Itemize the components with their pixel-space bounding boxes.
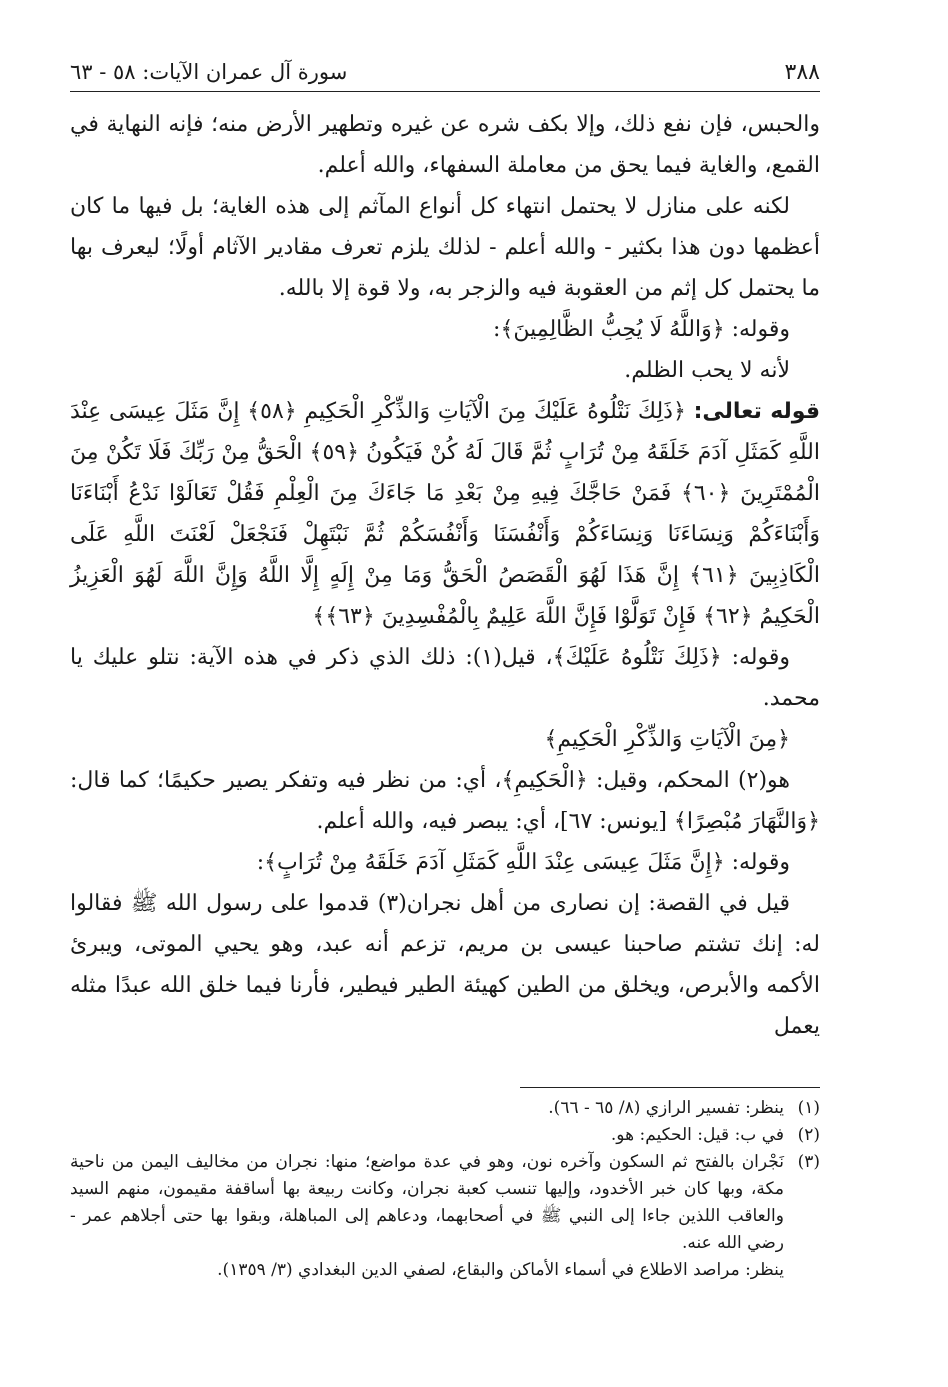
footnote-text: ينظر: تفسير الرازي (٨/ ٦٥ - ٦٦). (548, 1098, 784, 1118)
footnotes (70, 1087, 820, 1284)
paragraph: وقوله: ﴿ذَلِكَ نَتْلُوهُ عَلَيْكَ﴾، قيل(١): ذلك الذي ذكر في هذه الآية: نتلو عليك يا محمد. (70, 645, 820, 711)
page-number: ٣٨٨ (784, 60, 820, 85)
footnote-text: في ب: قيل: الحكيم: هو. (610, 1125, 784, 1145)
paragraph: والحبس، فإن نفع ذلك، وإلا بكف شره عن غيره وتطهير الأرض منه؛ فإنه النهاية في القمع، والغاية فيما يحق من معاملة السفهاء، والله أعلم. (70, 112, 820, 178)
verse-lead: قوله تعالى: (693, 399, 821, 424)
paragraph: لكنه على منازل لا يحتمل انتهاء كل أنواع المآثم إلى هذه الغاية؛ بل فيها ما كان أعظمها دون هذا بكثير - والله أعلم - لذلك يلزم تعرف مقادير الآثام أولًا؛ ليعرف بها ما يحتمل كل إثم من العقوبة فيه والزجر به، ولا قوة إلا بالله. (70, 194, 820, 301)
page (70, 60, 820, 1284)
paragraph: قيل في القصة: إن نصارى من أهل نجران(٣) قدموا على رسول الله ﷺ فقالوا له: إنك تشتم صاحبنا عيسى بن مريم، تزعم أنه عبد، وهو يحيي الموتى، ويبرئ الأكمه والأبرص، ويخلق من الطين كهيئة الطير فيطير، فأرنا فيما خلق الله عبدًا مثله يعمل (70, 891, 820, 1039)
main-text (70, 104, 820, 1047)
footnote-divider (520, 1087, 820, 1088)
paragraph: لأنه لا يحب الظلم. (624, 358, 790, 383)
paragraph: هو(٢) المحكم، وقيل: ﴿الْحَكِيمِ﴾، أي: من نظر فيه وتفكر يصير حكيمًا؛ كما قال: ﴿وَالنَّهَارَ مُبْصِرًا﴾ [يونس: ٦٧]، أي: يبصر فيه، والله أعلم. (70, 768, 820, 834)
footnote-continuation: ينظر: مراصد الاطلاع في أسماء الأماكن والبقاع، لصفي الدين البغدادي (٣/ ١٣٥٩). (217, 1260, 784, 1280)
footnote (70, 1149, 820, 1257)
footnote-number: (٣) (797, 1152, 820, 1172)
footnote-text: نَجْران بالفتح ثم السكون وآخره نون، وهو في عدة مواضع؛ منها: نجران من مخاليف اليمن من ناحية مكة، وبها كان خبر الأخدود، وإليها تنسب كعبة نجران، وكانت ربيعة بها أساقفة مقيمون، منهم السيد والعاقب اللذين جاءا إلى النبي ﷺ في أصحابهما، ودعاهم إلى المباهلة، وبقوا بها حتى أجلاهم عمر - رضي الله عنه. (70, 1152, 784, 1253)
verse-block (70, 391, 820, 637)
paragraph: ﴿مِنَ الْآيَاتِ وَالذِّكْرِ الْحَكِيمِ﴾ (544, 727, 790, 752)
footnote-number: (١) (797, 1098, 820, 1118)
paragraph: وقوله: ﴿إِنَّ مَثَلَ عِيسَى عِنْدَ اللَّهِ كَمَثَلِ آدَمَ خَلَقَهُ مِنْ تُرَابٍ﴾: (256, 850, 790, 875)
page-header (70, 60, 820, 92)
running-title: سورة آل عمران الآيات: ٥٨ - ٦٣ (70, 60, 348, 84)
footnote (70, 1122, 820, 1149)
verse-text: ﴿ذَلِكَ نَتْلُوهُ عَلَيْكَ مِنَ الْآيَاتِ وَالذِّكْرِ الْحَكِيمِ ﴿٥٨﴾ إِنَّ مَثَلَ عِيسَى عِنْدَ اللَّهِ كَمَثَلِ آدَمَ خَلَقَهُ مِنْ تُرَابٍ ثُمَّ قَالَ لَهُ كُنْ فَيَكُونُ ﴿٥٩﴾ الْحَقُّ مِنْ رَبِّكَ فَلَا تَكُنْ مِنَ الْمُمْتَرِينَ ﴿٦٠﴾ فَمَنْ حَاجَّكَ فِيهِ مِنْ بَعْدِ مَا جَاءَكَ مِنَ الْعِلْمِ فَقُلْ تَعَالَوْا نَدْعُ أَبْنَاءَنَا وَأَبْنَاءَكُمْ وَنِسَاءَنَا وَنِسَاءَكُمْ وَأَنْفُسَنَا وَأَنْفُسَكُمْ ثُمَّ نَبْتَهِلْ فَنَجْعَلْ لَعْنَتَ اللَّهِ عَلَى الْكَاذِبِينَ ﴿٦١﴾ إِنَّ هَذَا لَهُوَ الْقَصَصُ الْحَقُّ وَمَا مِنْ إِلَهٍ إِلَّا اللَّهُ وَإِنَّ اللَّهَ لَهُوَ الْعَزِيزُ الْحَكِيمُ ﴿٦٢﴾ فَإِنْ تَوَلَّوْا فَإِنَّ اللَّهَ عَلِيمٌ بِالْمُفْسِدِينَ ﴿٦٣﴾﴾ (70, 399, 820, 629)
footnote-number: (٢) (797, 1125, 820, 1145)
paragraph: وقوله: ﴿وَاللَّهُ لَا يُحِبُّ الظَّالِمِينَ﴾: (493, 317, 790, 342)
footnote (70, 1095, 820, 1122)
